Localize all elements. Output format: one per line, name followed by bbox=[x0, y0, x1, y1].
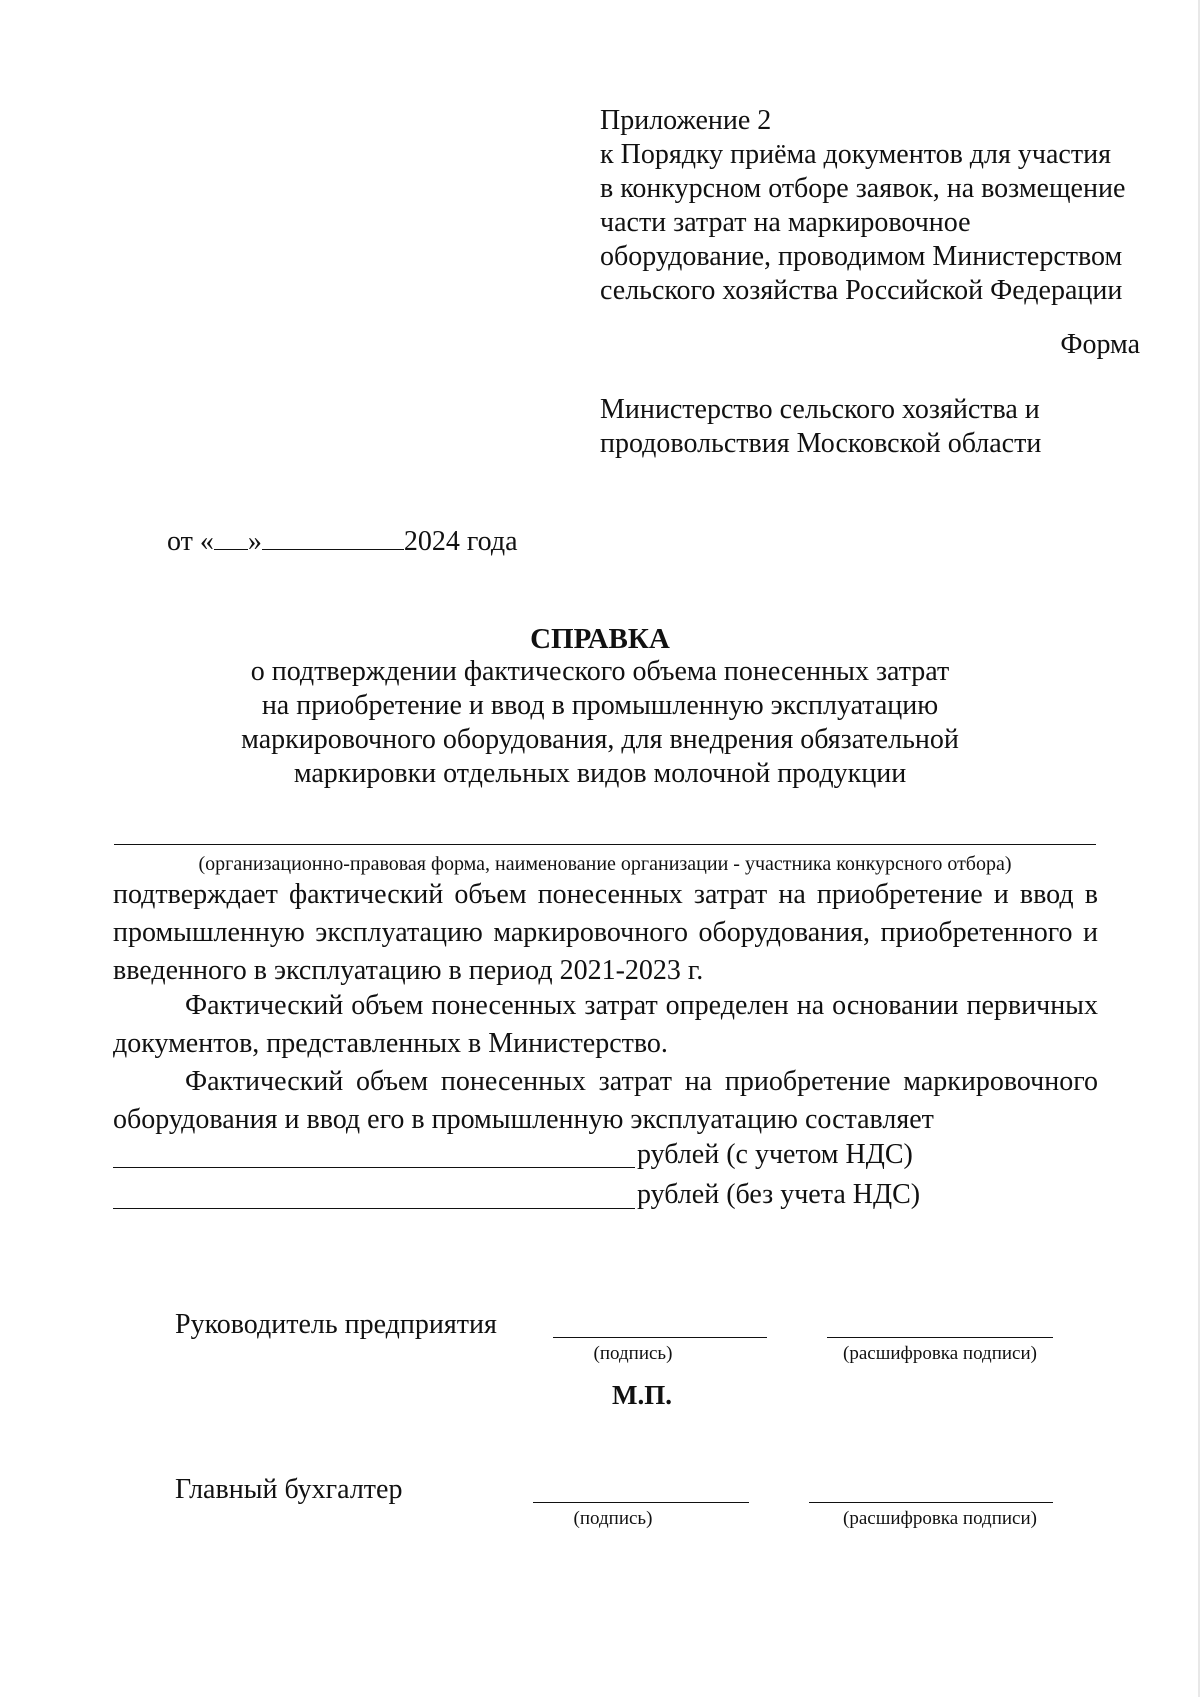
paragraph-amount bbox=[113, 1063, 1098, 1139]
paragraph-text: Фактический объем понесенных затрат на приобретение маркировочного оборудования и ввод его в промышленную эксплуатацию составляет bbox=[113, 1066, 1098, 1135]
subtitle-line: маркировочного оборудования, для внедрения обязательной bbox=[241, 724, 959, 755]
paragraph-text: подтверждает фактический объем понесенных затрат на приобретение и ввод в промышленную эксплуатацию маркировочного оборудования, приобретенного и введенного в эксплуатацию в период 2021-2023 г. bbox=[113, 879, 1098, 986]
document-subtitle bbox=[0, 655, 1200, 791]
head-decode-caption: (расшифровка подписи) bbox=[843, 1343, 1037, 1364]
organization-caption: (организационно-правовая форма, наименование организации - участника конкурсного отбора) bbox=[198, 853, 1012, 875]
document-title: СПРАВКА bbox=[530, 623, 670, 655]
date-prefix: от « bbox=[167, 526, 214, 557]
head-role: Руководитель предприятия bbox=[175, 1309, 497, 1340]
appendix-line: Приложение 2 bbox=[600, 105, 772, 136]
date-line bbox=[167, 525, 518, 559]
recipient-block bbox=[600, 393, 1140, 461]
date-mid: » bbox=[247, 526, 262, 557]
appendix-line: сельского хозяйства Российской Федерации bbox=[600, 275, 1123, 306]
head-signature-blank[interactable] bbox=[553, 1337, 767, 1338]
paragraph-text: Фактический объем понесенных затрат определен на основании первичных документов, представленных в Министерство. bbox=[113, 990, 1098, 1059]
accountant-role: Главный бухгалтер bbox=[175, 1474, 403, 1505]
organization-blank[interactable] bbox=[114, 844, 1096, 845]
paragraph-basis bbox=[113, 987, 1098, 1063]
amount-without-vat-label: рублей (без учета НДС) bbox=[637, 1179, 921, 1210]
paragraph-confirm bbox=[113, 876, 1098, 990]
subtitle-line: о подтверждении фактического объема понесенных затрат bbox=[250, 656, 950, 687]
appendix-line: к Порядку приёма документов для участия bbox=[600, 139, 1111, 170]
month-blank[interactable] bbox=[262, 525, 404, 550]
subtitle-line: маркировки отдельных видов молочной продукции bbox=[293, 758, 907, 789]
stamp-place: М.П. bbox=[612, 1380, 672, 1410]
appendix-block bbox=[600, 104, 1160, 308]
amount-with-vat-label: рублей (с учетом НДС) bbox=[637, 1139, 913, 1170]
accountant-signature-blank[interactable] bbox=[533, 1502, 749, 1503]
accountant-signature-caption: (подпись) bbox=[573, 1508, 653, 1529]
subtitle-line: на приобретение и ввод в промышленную эксплуатацию bbox=[261, 690, 939, 721]
head-signature-caption: (подпись) bbox=[593, 1343, 673, 1364]
date-year: 2024 года bbox=[403, 526, 518, 557]
accountant-decode-caption: (расшифровка подписи) bbox=[843, 1508, 1037, 1529]
accountant-decode-blank[interactable] bbox=[809, 1502, 1053, 1503]
recipient-line: Министерство сельского хозяйства и bbox=[600, 394, 1040, 425]
form-label: Форма bbox=[1060, 329, 1140, 360]
recipient-line: продовольствия Московской области bbox=[600, 428, 1042, 459]
appendix-line: в конкурсном отборе заявок, на возмещение bbox=[600, 173, 1126, 204]
appendix-line: части затрат на маркировочное bbox=[600, 207, 971, 238]
amount-with-vat-blank[interactable] bbox=[113, 1167, 635, 1168]
head-decode-blank[interactable] bbox=[827, 1337, 1053, 1338]
appendix-line: оборудование, проводимом Министерством bbox=[600, 241, 1123, 272]
day-blank[interactable] bbox=[214, 525, 248, 550]
amount-without-vat-blank[interactable] bbox=[113, 1208, 635, 1209]
